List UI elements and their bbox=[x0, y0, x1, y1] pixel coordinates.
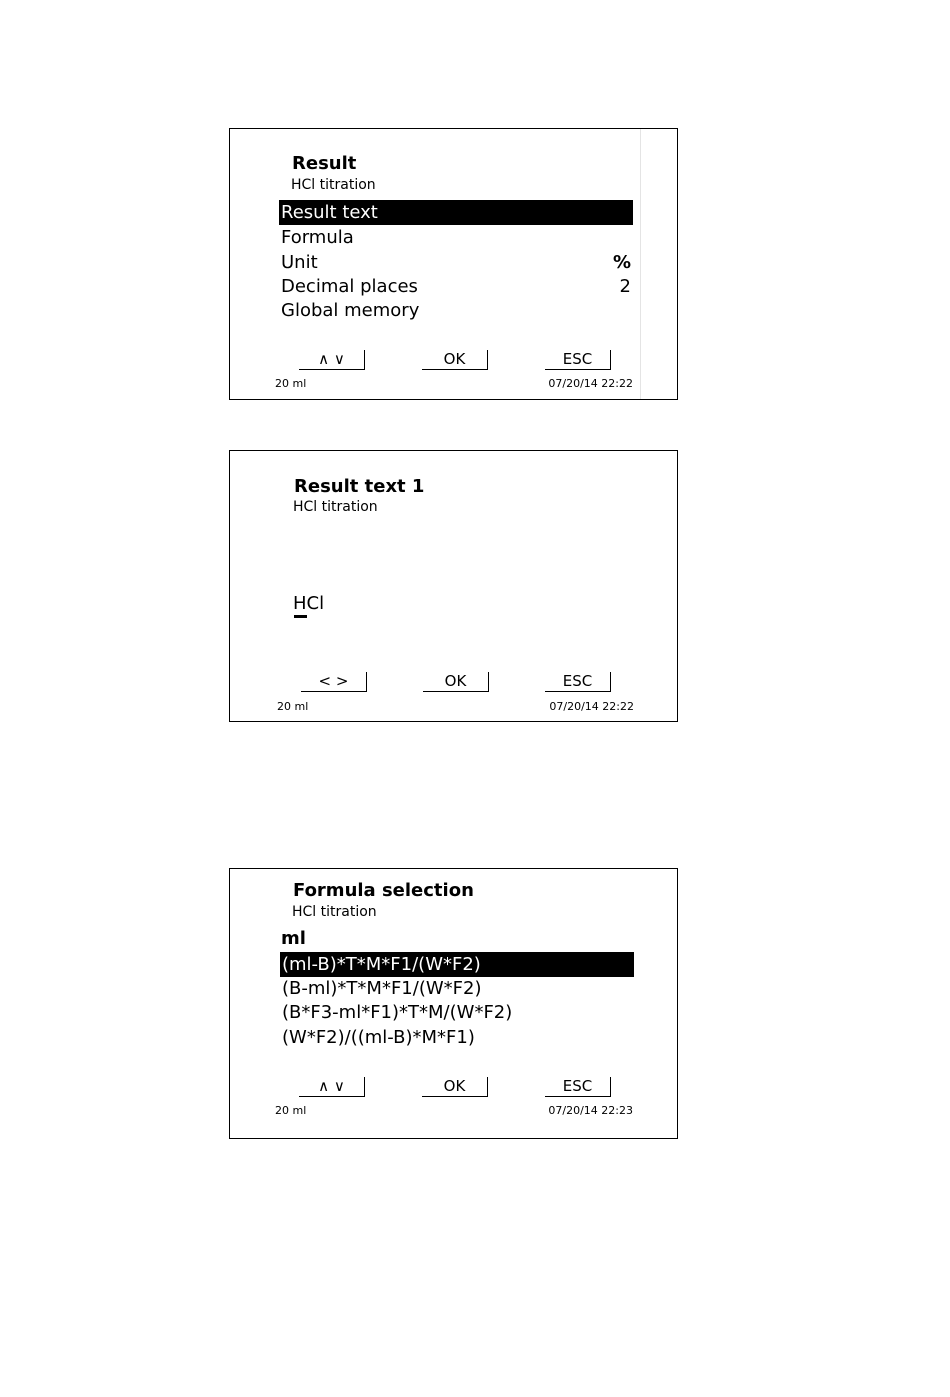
formula-selection-screen bbox=[229, 868, 678, 1139]
screen-subtitle: HCl titration bbox=[292, 904, 377, 920]
result-text-input[interactable]: HCl bbox=[293, 593, 325, 614]
screen-subtitle: HCl titration bbox=[293, 499, 378, 515]
screen-subtitle: HCl titration bbox=[291, 177, 376, 193]
menu-item-result-text[interactable] bbox=[279, 200, 633, 225]
formula-label: (B-ml)*T*M*F1/(W*F2) bbox=[282, 978, 482, 999]
formula-item-1[interactable] bbox=[280, 952, 634, 977]
menu-item-label: Unit bbox=[281, 252, 318, 273]
screen-edge-line bbox=[640, 129, 641, 399]
formula-item-2[interactable] bbox=[280, 976, 634, 1001]
ok-softkey[interactable]: OK bbox=[423, 672, 489, 692]
up-down-softkey[interactable]: ∧ ∨ bbox=[299, 350, 365, 370]
result-text-screen bbox=[229, 450, 678, 722]
menu-item-label: Decimal places bbox=[281, 276, 418, 297]
formula-label: ml bbox=[281, 928, 306, 949]
unit-value: % bbox=[612, 252, 631, 273]
menu-item-formula[interactable] bbox=[279, 225, 633, 250]
screen-title: Result bbox=[292, 153, 357, 174]
up-down-softkey[interactable]: ∧ ∨ bbox=[299, 1077, 365, 1097]
formula-label: (W*F2)/((ml-B)*M*F1) bbox=[282, 1027, 475, 1048]
screen-title: Formula selection bbox=[293, 880, 474, 901]
left-right-softkey[interactable]: < > bbox=[301, 672, 367, 692]
menu-item-label: Result text bbox=[281, 202, 378, 223]
ok-softkey[interactable]: OK bbox=[422, 1077, 488, 1097]
formula-label: (B*F3-ml*F1)*T*M/(W*F2) bbox=[282, 1002, 513, 1023]
menu-item-decimal-places[interactable] bbox=[279, 274, 633, 299]
burette-volume: 20 ml bbox=[277, 700, 309, 713]
decimal-places-value: 2 bbox=[619, 276, 631, 297]
esc-softkey[interactable]: ESC bbox=[545, 672, 611, 692]
esc-softkey[interactable]: ESC bbox=[545, 1077, 611, 1097]
text-cursor bbox=[294, 615, 307, 618]
screen-title: Result text 1 bbox=[294, 476, 425, 497]
burette-volume: 20 ml bbox=[275, 377, 307, 390]
formula-item-3[interactable] bbox=[280, 1000, 634, 1025]
ok-softkey[interactable]: OK bbox=[422, 350, 488, 370]
esc-softkey[interactable]: ESC bbox=[545, 350, 611, 370]
result-menu-screen bbox=[229, 128, 678, 400]
formula-item-4[interactable] bbox=[280, 1025, 634, 1050]
date-time: 07/20/14 22:22 bbox=[548, 377, 633, 390]
menu-item-unit[interactable] bbox=[279, 250, 633, 275]
burette-volume: 20 ml bbox=[275, 1104, 307, 1117]
date-time: 07/20/14 22:23 bbox=[548, 1104, 633, 1117]
formula-item-ml[interactable] bbox=[279, 926, 633, 951]
formula-label: (ml-B)*T*M*F1/(W*F2) bbox=[282, 954, 481, 975]
menu-item-label: Formula bbox=[281, 227, 354, 248]
date-time: 07/20/14 22:22 bbox=[549, 700, 634, 713]
menu-item-label: Global memory bbox=[281, 300, 420, 321]
menu-item-global-memory[interactable] bbox=[279, 298, 633, 323]
